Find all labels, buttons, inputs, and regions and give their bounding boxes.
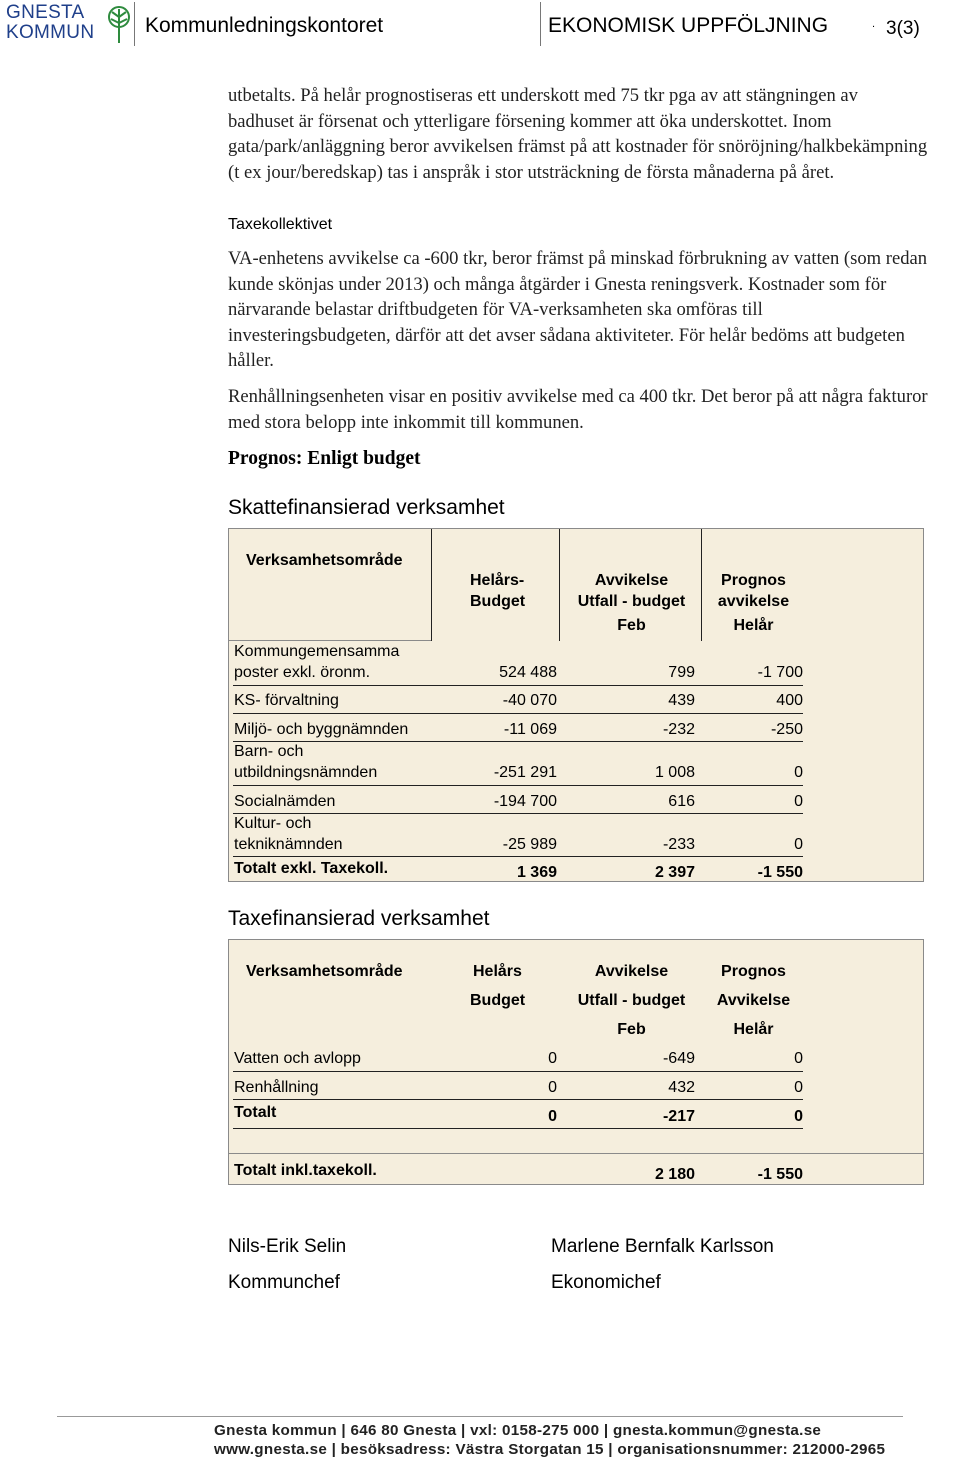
total-label: Totalt bbox=[234, 1104, 277, 1121]
header-divider bbox=[431, 529, 432, 641]
row-rule bbox=[233, 785, 803, 786]
row-budget: 0 bbox=[548, 1050, 557, 1067]
department-name: Kommunledningskontoret bbox=[145, 14, 384, 37]
col-header-forecast-2: Avvikelse bbox=[716, 992, 791, 1009]
row-forecast: -1 700 bbox=[757, 664, 803, 681]
paragraph-1: utbetalts. På helår prognostiseras ett underskott med 75 tkr pga av att stängningen av badhuset är försenat och ytterligare försening kommer att öka underskottet. Inom gata/park/anläggning beror avvikelsen främst på att kostnader för snöröjning/halkbekämpning (t ex jour/beredskap) tas i anspråk i stor utsträckning de första månaderna på året. bbox=[228, 85, 928, 183]
row-deviation: 799 bbox=[668, 664, 695, 681]
footer-contact-line: Gnesta kommun | 646 80 Gnesta | vxl: 0158-275 000 | gnesta.kommun@gnesta.se bbox=[214, 1422, 822, 1439]
col-header-budget-2: Budget bbox=[470, 992, 526, 1009]
forecast-statement: Prognos: Enligt budget bbox=[228, 448, 421, 469]
municipality-logo bbox=[6, 3, 130, 45]
row-name-line2: utbildningsnämnden bbox=[234, 764, 378, 781]
subheading-taxekollektivet: Taxekollektivet bbox=[228, 216, 333, 233]
row-rule bbox=[233, 741, 803, 742]
col-header-forecast-3: Helår bbox=[733, 617, 774, 634]
col-header-deviation-1: Avvikelse bbox=[594, 963, 669, 980]
row-name: Vatten och avlopp bbox=[234, 1050, 361, 1067]
signature-right-name: Marlene Bernfalk Karlsson bbox=[551, 1236, 774, 1257]
page-dot: . bbox=[872, 18, 876, 30]
row-deviation: -233 bbox=[662, 836, 695, 853]
total-deviation: -217 bbox=[662, 1108, 695, 1125]
row-rule bbox=[233, 856, 803, 857]
grand-total-label: Totalt inkl.taxekoll. bbox=[234, 1162, 377, 1179]
total-budget: 1 369 bbox=[516, 864, 557, 881]
table1-title: Skattefinansierad verksamhet bbox=[228, 496, 505, 519]
row-rule bbox=[233, 1099, 803, 1100]
col-header-deviation-2: Utfall - budget bbox=[577, 992, 686, 1009]
row-budget: -11 069 bbox=[503, 721, 557, 738]
row-deviation: 1 008 bbox=[654, 764, 695, 781]
row-name-line2: poster exkl. öronm. bbox=[234, 664, 371, 681]
row-name-line1: Socialnämden bbox=[234, 793, 336, 810]
row-forecast: -250 bbox=[770, 721, 803, 738]
row-name-line1: Barn- och bbox=[234, 743, 304, 760]
row-name: Renhållning bbox=[234, 1079, 319, 1096]
header-divider bbox=[559, 529, 560, 641]
total-deviation: 2 397 bbox=[654, 864, 695, 881]
row-rule bbox=[233, 813, 803, 814]
row-rule bbox=[233, 685, 803, 686]
col-header-forecast-2: avvikelse bbox=[717, 593, 790, 610]
row-forecast: 0 bbox=[794, 1079, 803, 1096]
row-budget: -251 291 bbox=[493, 764, 557, 781]
header-divider bbox=[134, 2, 135, 46]
col-header-area: Verksamhetsområde bbox=[246, 552, 403, 569]
page-number: 3(3) bbox=[886, 18, 920, 39]
col-header-area: Verksamhetsområde bbox=[246, 963, 403, 980]
row-rule bbox=[233, 1128, 803, 1129]
row-name-line1: Kommungemensamma bbox=[234, 643, 400, 660]
row-budget: 0 bbox=[548, 1079, 557, 1096]
row-forecast: 0 bbox=[794, 764, 803, 781]
row-budget: -194 700 bbox=[493, 793, 557, 810]
paragraph-3: Renhållningsenheten visar en positiv avvikelse med ca 400 tkr. Det beror på att några fakturor med stora belopp inte inkommit till kommunen. bbox=[228, 386, 928, 433]
document-type: EKONOMISK UPPFÖLJNING bbox=[548, 14, 829, 37]
row-deviation: -232 bbox=[662, 721, 695, 738]
footer-address-line: www.gnesta.se | besöksadress: Västra Storgatan 15 | organisationsnummer: 212000-2965 bbox=[214, 1441, 886, 1458]
row-forecast: 0 bbox=[794, 836, 803, 853]
grand-total-deviation: 2 180 bbox=[654, 1166, 695, 1183]
row-forecast: 400 bbox=[776, 692, 803, 709]
total-label: Totalt exkl. Taxekoll. bbox=[234, 860, 389, 877]
row-name-line1: Miljö- och byggnämnden bbox=[234, 721, 409, 738]
col-header-forecast-1: Prognos bbox=[721, 572, 786, 589]
col-header-deviation-3: Feb bbox=[617, 1021, 646, 1038]
row-budget: -25 989 bbox=[502, 836, 557, 853]
row-deviation: 432 bbox=[668, 1079, 695, 1096]
row-deviation: -649 bbox=[662, 1050, 695, 1067]
header-divider bbox=[701, 529, 702, 641]
header-divider bbox=[229, 640, 431, 641]
row-deviation: 439 bbox=[668, 692, 695, 709]
signature-left-name: Nils-Erik Selin bbox=[228, 1236, 347, 1257]
row-name-line1: Kultur- och bbox=[234, 815, 312, 832]
col-header-forecast-3: Helår bbox=[733, 1021, 774, 1038]
row-deviation: 616 bbox=[668, 793, 695, 810]
tree-emblem-icon bbox=[106, 5, 132, 45]
row-name-line2: tekniknämnden bbox=[234, 836, 343, 853]
row-rule bbox=[233, 713, 803, 714]
col-header-deviation-1: Avvikelse bbox=[594, 572, 669, 589]
signature-right-title: Ekonomichef bbox=[551, 1272, 661, 1293]
col-header-budget-2: Budget bbox=[470, 593, 526, 610]
row-rule bbox=[233, 1071, 803, 1072]
row-forecast: 0 bbox=[794, 1050, 803, 1067]
page-header bbox=[0, 0, 960, 52]
row-forecast: 0 bbox=[794, 793, 803, 810]
row-budget: -40 070 bbox=[502, 692, 557, 709]
header-divider bbox=[540, 2, 541, 46]
grand-total-forecast: -1 550 bbox=[757, 1166, 803, 1183]
footer-rule bbox=[57, 1416, 903, 1417]
row-budget: 524 488 bbox=[499, 664, 557, 681]
total-forecast: -1 550 bbox=[757, 864, 803, 881]
row-name-line1: KS- förvaltning bbox=[234, 692, 339, 709]
table2-title: Taxefinansierad verksamhet bbox=[228, 907, 490, 930]
col-header-deviation-2: Utfall - budget bbox=[577, 593, 686, 610]
signature-left-title: Kommunchef bbox=[228, 1272, 340, 1293]
paragraph-2: VA-enhetens avvikelse ca -600 tkr, beror främst på minskad förbrukning av vatten (som redan kunde skönjas under 2013) och många åtgärder i Gnesta reningsverk. Kostnader som för närvarande belastar driftbudgeten för VA-verksamheten ska omföras till investeringsbudgeten, därför att det avser sådana aktiviteter. För helår bedöms att budgeten håller. bbox=[228, 248, 928, 371]
col-header-budget-1: Helårs- bbox=[470, 572, 525, 589]
logo-text-line1: GNESTA bbox=[6, 2, 85, 23]
tax-financed-table bbox=[228, 528, 924, 882]
row-rule bbox=[229, 1153, 923, 1154]
col-header-budget-1: Helårs bbox=[473, 963, 522, 980]
fee-financed-table bbox=[228, 939, 924, 1185]
total-forecast: 0 bbox=[794, 1108, 803, 1125]
col-header-forecast-1: Prognos bbox=[721, 963, 786, 980]
col-header-deviation-3: Feb bbox=[617, 617, 646, 634]
logo-text-line2: KOMMUN bbox=[6, 22, 95, 43]
total-budget: 0 bbox=[548, 1108, 557, 1125]
